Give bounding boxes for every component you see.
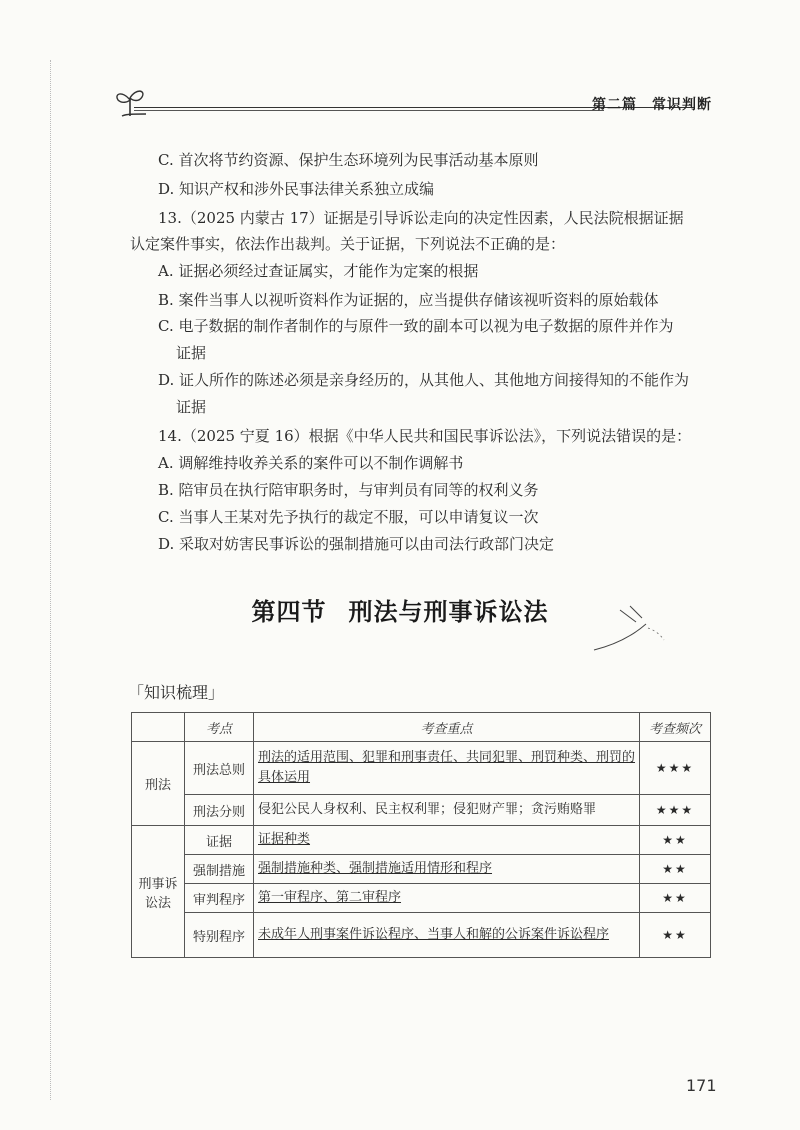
key-cell: 证据种类 [254, 826, 640, 855]
freq-cell: ★★ [640, 913, 711, 958]
freq-cell: ★★★ [640, 742, 711, 795]
section-number: 第四节 [251, 598, 327, 626]
q14-stem: 14.（2025 宁夏 16）根据《中华人民共和国民事诉讼法》，下列说法错误的是： [158, 427, 692, 445]
q13-option-c-cont: 证据 [176, 344, 207, 362]
q13-stem-line-1: 13.（2025 内蒙古 17）证据是引导诉讼走向的决定性因素，人民法院根据证据 [158, 209, 684, 227]
q14-option-c: C. 当事人王某对先予执行的裁定不服，可以申请复议一次 [158, 508, 539, 526]
section-name: 刑法与刑事诉讼法 [348, 598, 549, 626]
q14-option-d: D. 采取对妨害民事诉讼的强制措施可以由司法行政部门决定 [158, 535, 555, 553]
page-header [112, 86, 712, 126]
section-title [0, 592, 800, 627]
scan-margin-artifact [50, 60, 53, 1100]
point-cell: 刑法总则 [185, 742, 254, 795]
prev-question-option-c: C. 首次将节约资源、保护生态环境列为民事活动基本原则 [158, 151, 539, 169]
q13-option-b: B. 案件当事人以视听资料作为证据的，应当提供存储该视听资料的原始载体 [158, 291, 659, 309]
key-cell: 强制措施种类、强制措施适用情形和程序 [254, 855, 640, 884]
sprout-icon [112, 86, 148, 120]
freq-cell: ★★ [640, 855, 711, 884]
header-key: 考查重点 [254, 713, 640, 742]
table-row [132, 795, 711, 826]
category-criminal-law: 刑法 [132, 742, 185, 826]
knowledge-label: 「知识梳理」 [128, 683, 225, 702]
table-row [132, 826, 711, 855]
knowledge-table [131, 712, 711, 958]
header-title: 第二篇 常识判断 [592, 97, 712, 113]
point-cell: 证据 [185, 826, 254, 855]
category-criminal-procedure: 刑事诉讼法 [132, 826, 185, 958]
table-row [132, 855, 711, 884]
key-cell: 刑法的适用范围、犯罪和刑事责任、共同犯罪、刑罚种类、刑罚的具体运用 [254, 742, 640, 795]
prev-question-option-d: D. 知识产权和涉外民事法律关系独立成编 [158, 180, 435, 198]
table-row [132, 884, 711, 913]
table-row [132, 742, 711, 795]
key-cell: 第一审程序、第二审程序 [254, 884, 640, 913]
table-row [132, 913, 711, 958]
header-freq: 考查频次 [640, 713, 711, 742]
q13-option-a: A. 证据必须经过查证属实，才能作为定案的根据 [158, 262, 479, 280]
key-cell: 侵犯公民人身权利、民主权利罪；侵犯财产罪；贪污贿赂罪 [254, 795, 640, 826]
freq-cell: ★★★ [640, 795, 711, 826]
point-cell: 强制措施 [185, 855, 254, 884]
q14-option-a: A. 调解维持收养关系的案件可以不制作调解书 [158, 454, 464, 472]
q14-option-b: B. 陪审员在执行陪审职务时，与审判员有同等的权利义务 [158, 481, 539, 499]
key-cell: 未成年人刑事案件诉讼程序、当事人和解的公诉案件诉讼程序 [254, 913, 640, 958]
q13-option-d-cont: 证据 [176, 398, 207, 416]
point-cell: 刑法分则 [185, 795, 254, 826]
q13-stem-line-2: 认定案件事实，依法作出裁判。关于证据，下列说法不正确的是： [130, 235, 566, 253]
table-header-row [132, 713, 711, 742]
freq-cell: ★★ [640, 826, 711, 855]
header-point: 考点 [185, 713, 254, 742]
freq-cell: ★★ [640, 884, 711, 913]
pen-stroke-decoration [590, 600, 670, 660]
point-cell: 特别程序 [185, 913, 254, 958]
page-number: 171 [686, 1076, 717, 1095]
q13-option-d: D. 证人所作的陈述必须是亲身经历的，从其他人、其他地方间接得知的不能作为 [158, 371, 690, 389]
point-cell: 审判程序 [185, 884, 254, 913]
q13-option-c: C. 电子数据的制作者制作的与原件一致的副本可以视为电子数据的原件并作为 [158, 317, 674, 335]
header-category [132, 713, 185, 742]
